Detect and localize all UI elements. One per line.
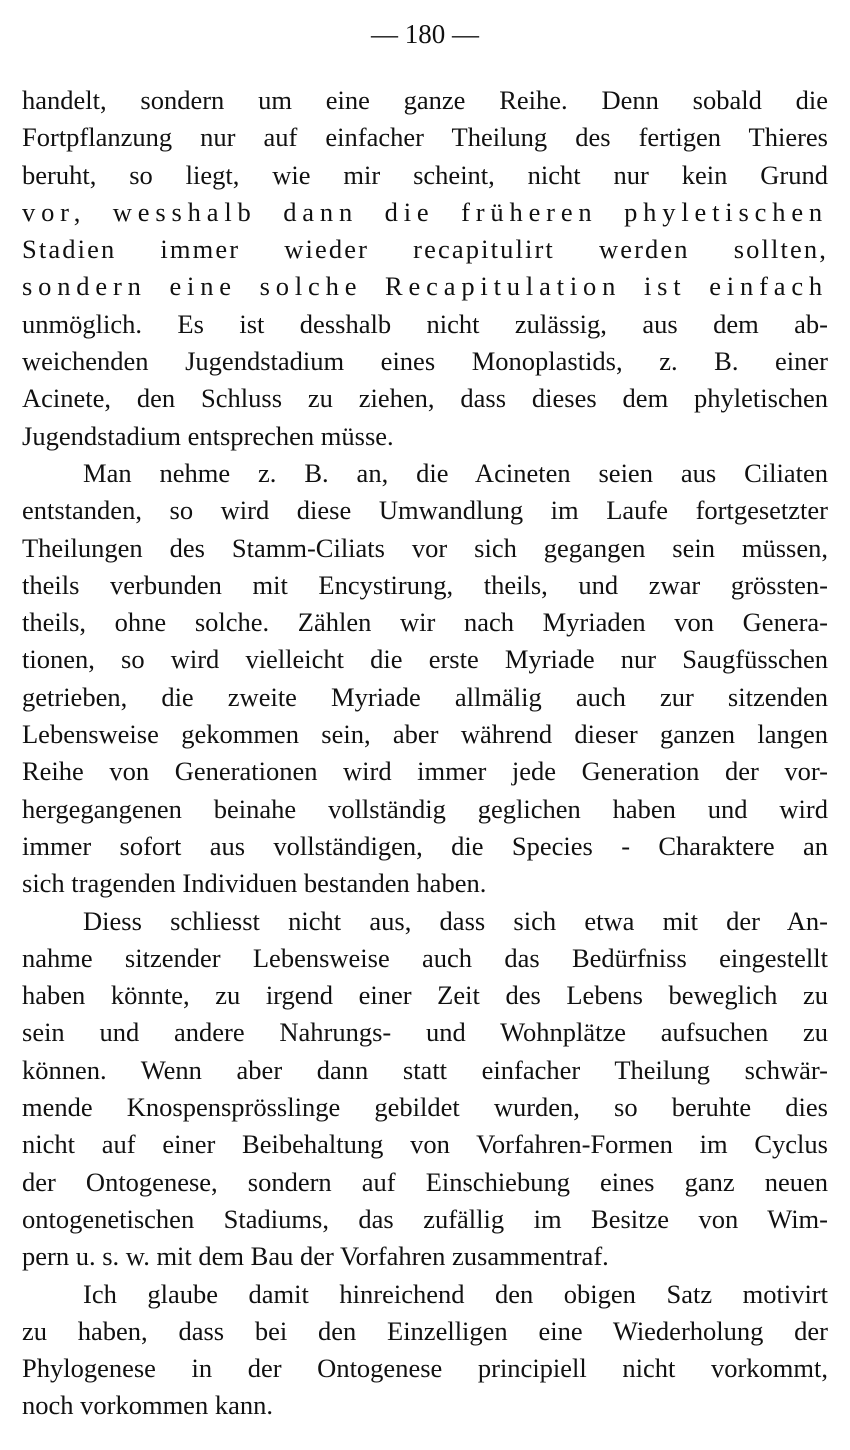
text-line: theils verbunden mit Encystirung, theils, und zwar grössten- bbox=[22, 569, 828, 600]
text-line: Theilungen des Stamm-Ciliats vor sich gegangen sein müssen, bbox=[22, 532, 828, 563]
text-line: Fortpflanzung nur auf einfacher Theilung des fertigen Thieres bbox=[22, 122, 828, 153]
text-line: pern u. s. w. mit dem Bau der Vorfahren zusammentraf. bbox=[22, 1241, 609, 1272]
text-line: nicht auf einer Beibehaltung von Vorfahren-Formen im Cyclus bbox=[22, 1129, 828, 1160]
text-line: sich tragenden Individuen bestanden haben. bbox=[22, 868, 487, 899]
text-line: Diess schliesst nicht aus, dass sich etwa mit der An- bbox=[83, 905, 828, 936]
text-line: immer sofort aus vollständigen, die Species - Charaktere an bbox=[22, 830, 828, 861]
book-page bbox=[22, 14, 828, 1425]
text-line: Reihe von Generationen wird immer jede Generation der vor- bbox=[22, 756, 828, 787]
text-line: unmöglich. Es ist desshalb nicht zulässig, aus dem ab- bbox=[22, 308, 828, 339]
text-line: noch vorkommen kann. bbox=[22, 1390, 273, 1421]
text-line: hergegangenen beinahe vollständig geglichen haben und wird bbox=[22, 793, 828, 824]
text-line: mende Knospensprösslinge gebildet wurden, so beruhte dies bbox=[22, 1092, 828, 1123]
text-line: Man nehme z. B. an, die Acineten seien aus Ciliaten bbox=[83, 457, 828, 488]
text-line: handelt, sondern um eine ganze Reihe. Denn sobald die bbox=[22, 85, 828, 115]
text-line: zu haben, dass bei den Einzelligen eine Wiederholung der bbox=[22, 1315, 828, 1346]
paragraph-3 bbox=[22, 903, 828, 1276]
text-line: theils, ohne solche. Zählen wir nach Myriaden von Genera- bbox=[22, 607, 828, 638]
text-line: haben könnte, zu irgend einer Zeit des Lebens beweglich zu bbox=[22, 980, 828, 1011]
text-line: Phylogenese in der Ontogenese principiell nicht vorkommt, bbox=[22, 1353, 828, 1384]
text-line: Stadien immer wieder recapitulirt werden sollten, bbox=[22, 234, 828, 265]
text-line: sondern eine solche Recapitulation ist einfach bbox=[22, 271, 828, 302]
text-line: tionen, so wird vielleicht die erste Myriade nur Saugfüsschen bbox=[22, 644, 828, 675]
text-line: der Ontogenese, sondern auf Einschiebung eines ganz neuen bbox=[22, 1166, 828, 1197]
text-line: Lebensweise gekommen sein, aber während dieser ganzen langen bbox=[22, 719, 828, 750]
paragraph-4 bbox=[22, 1276, 828, 1425]
text-line: weichenden Jugendstadium eines Monoplastids, z. B. einer bbox=[22, 346, 828, 377]
text-line: Ich glaube damit hinreichend den obigen Satz motivirt bbox=[83, 1278, 828, 1309]
text-line: vor, wesshalb dann die früheren phyletischen bbox=[22, 196, 828, 227]
paragraph-2 bbox=[22, 455, 828, 903]
text-line: nahme sitzender Lebensweise auch das Bedürfniss eingestellt bbox=[22, 942, 828, 973]
paragraph-1 bbox=[22, 82, 828, 455]
text-line: ontogenetischen Stadiums, das zufällig im Besitze von Wim- bbox=[22, 1203, 828, 1234]
text-line: getrieben, die zweite Myriade allmälig auch zur sitzenden bbox=[22, 681, 828, 712]
text-line: Jugendstadium entsprechen müsse. bbox=[22, 420, 394, 451]
text-line: sein und andere Nahrungs- und Wohnplätze aufsuchen zu bbox=[22, 1017, 828, 1048]
text-line: können. Wenn aber dann statt einfacher Theilung schwär- bbox=[22, 1054, 828, 1085]
text-line: Acinete, den Schluss zu ziehen, dass dieses dem phyletischen bbox=[22, 383, 828, 414]
text-line: entstanden, so wird diese Umwandlung im Laufe fortgesetzter bbox=[22, 495, 828, 526]
text-line: beruht, so liegt, wie mir scheint, nicht nur kein Grund bbox=[22, 159, 828, 190]
page-number: — 180 — bbox=[371, 19, 479, 49]
